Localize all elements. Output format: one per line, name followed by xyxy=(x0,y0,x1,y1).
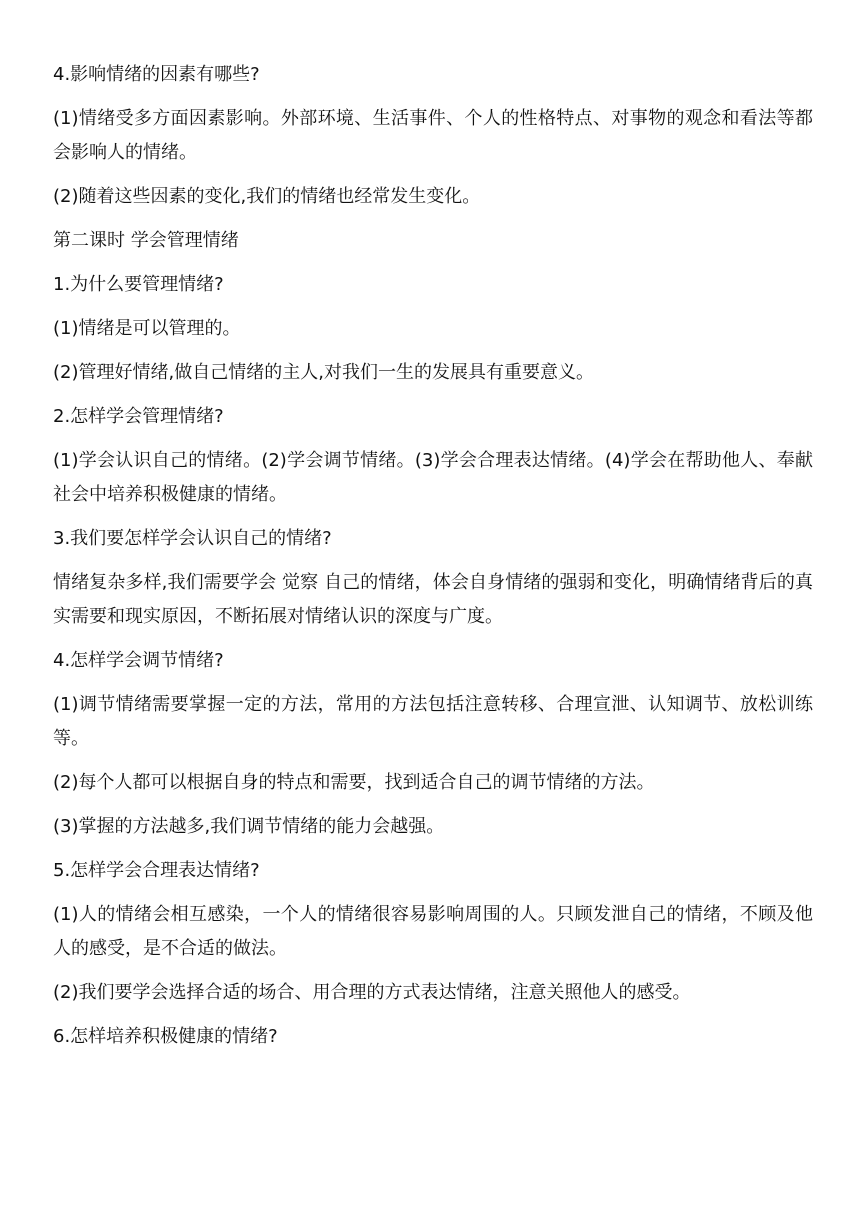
question-heading: 2.怎样学会管理情绪? xyxy=(53,406,224,427)
question-heading: 5.怎样学会合理表达情绪? xyxy=(53,860,260,881)
question-heading: 1.为什么要管理情绪? xyxy=(53,274,224,295)
question-heading: 3.我们要怎样学会认识自己的情绪? xyxy=(53,528,332,549)
question-heading: 4.怎样学会调节情绪? xyxy=(53,650,224,671)
answer-paragraph: (2)管理好情绪,做自己情绪的主人,对我们一生的发展具有重要意义。 xyxy=(53,362,594,383)
question-heading: 4.影响情绪的因素有哪些? xyxy=(53,64,260,85)
answer-paragraph: (1)情绪受多方面因素影响。外部环境、生活事件、个人的性格特点、对事物的观念和看法等都会影响人的情绪。 xyxy=(53,108,813,163)
answer-paragraph: (1)情绪是可以管理的。 xyxy=(53,318,241,339)
answer-paragraph: (1)学会认识自己的情绪。(2)学会调节情绪。(3)学会合理表达情绪。(4)学会在帮助他人、奉献社会中培养积极健康的情绪。 xyxy=(53,450,814,505)
answer-paragraph: (1)人的情绪会相互感染，一个人的情绪很容易影响周围的人。只顾发泄自己的情绪，不顾及他人的感受，是不合适的做法。 xyxy=(53,904,813,959)
answer-paragraph: (1)调节情绪需要掌握一定的方法，常用的方法包括注意转移、合理宣泄、认知调节、放松训练等。 xyxy=(53,694,813,749)
document-body xyxy=(53,58,813,1054)
answer-paragraph: (3)掌握的方法越多,我们调节情绪的能力会越强。 xyxy=(53,816,445,837)
answer-paragraph: (2)每个人都可以根据自身的特点和需要，找到适合自己的调节情绪的方法。 xyxy=(53,772,655,793)
answer-paragraph: (2)随着这些因素的变化,我们的情绪也经常发生变化。 xyxy=(53,186,481,207)
lesson-title: 第二课时 学会管理情绪 xyxy=(53,230,239,251)
question-heading: 6.怎样培养积极健康的情绪? xyxy=(53,1026,278,1047)
answer-paragraph: 情绪复杂多样,我们需要学会 觉察 自己的情绪，体会自身情绪的强弱和变化，明确情绪背后的真实需要和现实原因，不断拓展对情绪认识的深度与广度。 xyxy=(53,572,813,627)
answer-paragraph: (2)我们要学会选择合适的场合、用合理的方式表达情绪，注意关照他人的感受。 xyxy=(53,982,691,1003)
